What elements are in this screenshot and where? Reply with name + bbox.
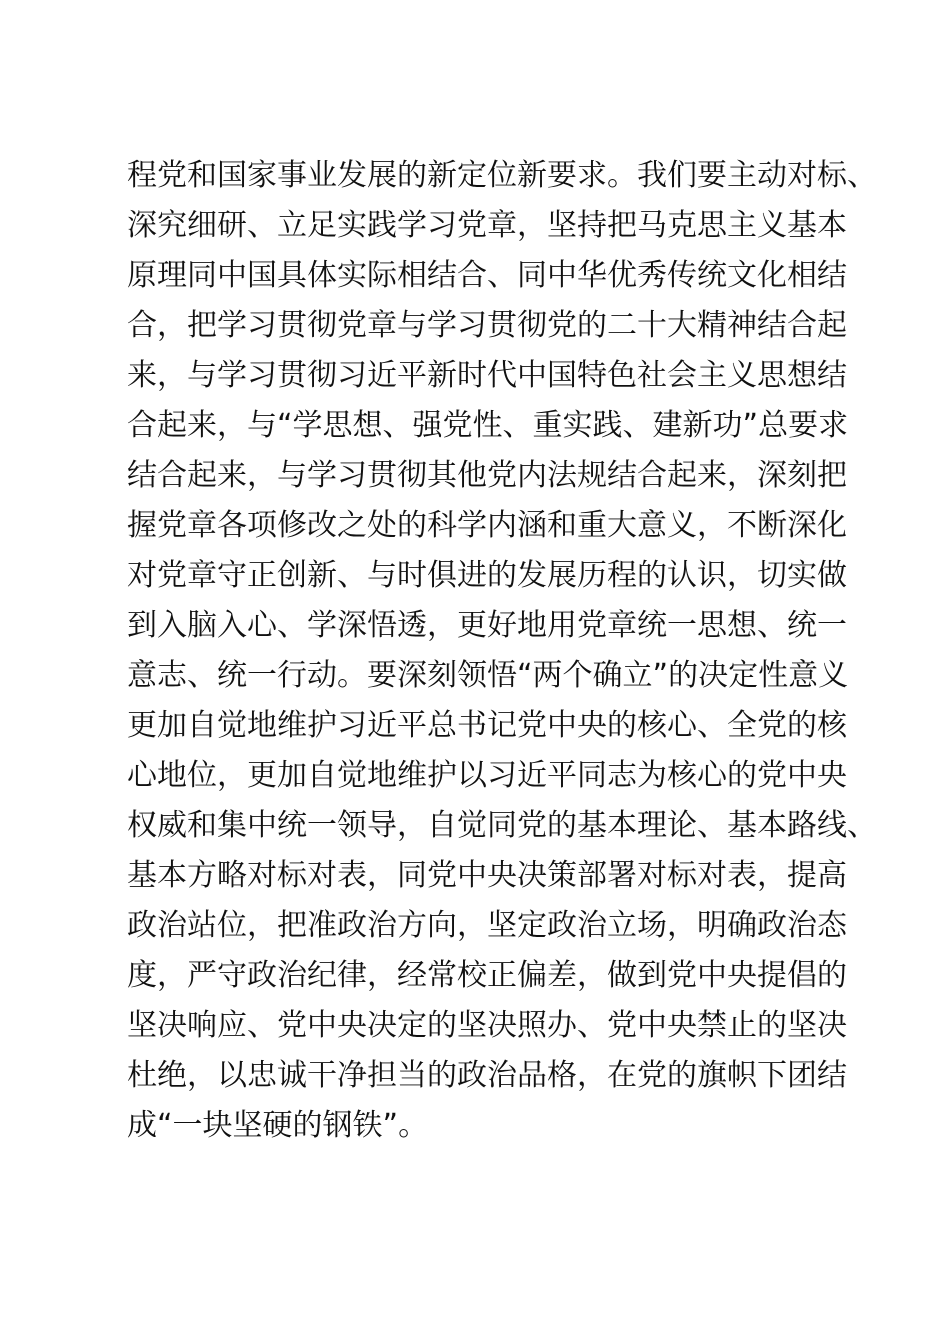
- text-line: 度，严守政治纪律，经常校正偏差，做到党中央提倡的: [127, 958, 847, 993]
- text-line: 坚决响应、党中央决定的坚决照办、党中央禁止的坚决: [127, 1008, 847, 1043]
- text-line: 合，把学习贯彻党章与学习贯彻党的二十大精神结合起: [127, 308, 847, 343]
- text-line: 程党和国家事业发展的新定位新要求。我们要主动对标、: [127, 158, 877, 193]
- text-line: 成“一块坚硬的钢铁”。: [127, 1108, 429, 1143]
- text-line: 合起来，与“学思想、强党性、重实践、建新功”总要求: [127, 408, 849, 443]
- text-line: 对党章守正创新、与时俱进的发展历程的认识，切实做: [127, 558, 847, 593]
- text-line: 心地位，更加自觉地维护以习近平同志为核心的党中央: [127, 758, 847, 793]
- text-line: 更加自觉地维护习近平总书记党中央的核心、全党的核: [127, 708, 847, 743]
- text-line: 原理同中国具体实际相结合、同中华优秀传统文化相结: [127, 258, 847, 293]
- text-line: 结合起来，与学习贯彻其他党内法规结合起来，深刻把: [127, 458, 847, 493]
- text-line: 到入脑入心、学深悟透，更好地用党章统一思想、统一: [127, 608, 847, 643]
- text-line: 深究细研、立足实践学习党章，坚持把马克思主义基本: [127, 208, 847, 243]
- text-line: 来，与学习贯彻习近平新时代中国特色社会主义思想结: [127, 358, 847, 393]
- body-paragraph: [127, 151, 877, 1151]
- text-line: 握党章各项修改之处的科学内涵和重大意义，不断深化: [127, 508, 847, 543]
- text-line: 政治站位，把准政治方向，坚定政治立场，明确政治态: [127, 908, 847, 943]
- text-line: 意志、统一行动。要深刻领悟“两个确立”的决定性意义: [127, 658, 849, 693]
- text-line: 基本方略对标对表，同党中央决策部署对标对表，提高: [127, 858, 847, 893]
- text-line: 权威和集中统一领导，自觉同党的基本理论、基本路线、: [127, 808, 877, 843]
- text-line: 杜绝，以忠诚干净担当的政治品格，在党的旗帜下团结: [127, 1058, 847, 1093]
